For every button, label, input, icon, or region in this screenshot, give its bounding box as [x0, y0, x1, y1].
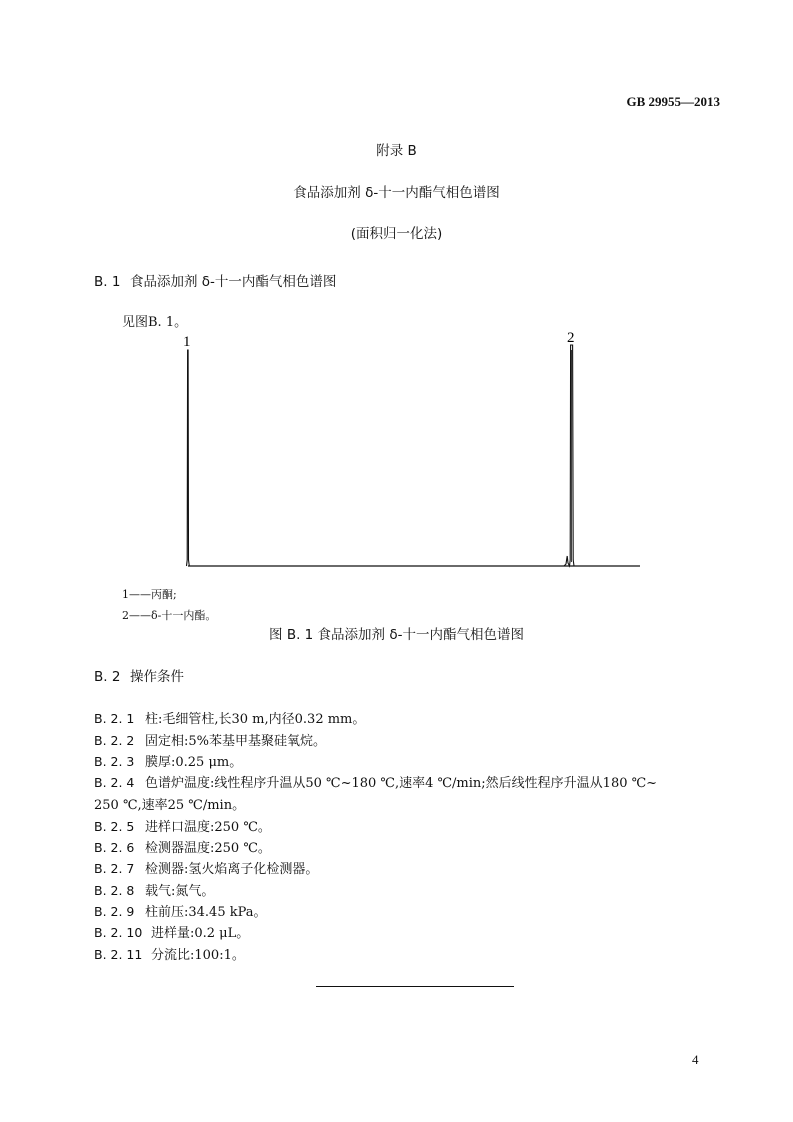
see-figure-text: 见图B. 1。 [122, 315, 188, 330]
condition-item [94, 944, 245, 963]
item-number: B. 2. 4 [94, 775, 135, 790]
condition-item-continuation: 250 ℃,速率25 ℃/min。 [94, 798, 246, 813]
item-number: B. 2. 6 [94, 840, 135, 855]
item-number: B. 2. 7 [94, 861, 135, 876]
appendix-subtitle: (面积归一化法) [350, 226, 443, 242]
item-text: 色谱炉温度:线性程序升温从50 ℃~180 ℃,速率4 ℃/min;然后线性程序升温从180 ℃~ [145, 776, 658, 791]
item-text: 载气:氮气。 [145, 884, 215, 899]
item-text: 检测器温度:250 ℃。 [145, 841, 271, 856]
item-number: B. 2. 8 [94, 883, 135, 898]
legend-item-1: 1——丙酮; [122, 588, 177, 601]
section-title: 操作条件 [130, 669, 184, 685]
condition-item [94, 751, 242, 770]
condition-item [94, 901, 267, 920]
item-number: B. 2. 2 [94, 733, 135, 748]
item-number: B. 2. 1 [94, 711, 135, 726]
condition-item [94, 708, 365, 727]
page-number: 4 [692, 1052, 699, 1067]
condition-item [94, 772, 657, 791]
condition-item [94, 730, 326, 749]
item-text: 进样口温度:250 ℃。 [145, 820, 271, 835]
peak-label-1: 1 [183, 334, 191, 350]
legend-item-2: 2——δ-十一内酯。 [122, 609, 217, 622]
peak-2 [564, 345, 640, 566]
item-number: B. 2. 5 [94, 819, 135, 834]
appendix-label: 附录 B [376, 143, 417, 159]
condition-item [94, 922, 249, 941]
condition-item [94, 858, 318, 877]
end-of-document-rule [316, 986, 514, 987]
section-title: 食品添加剂 δ-十一内酯气相色谱图 [130, 274, 337, 290]
item-text: 柱前压:34.45 kPa。 [145, 905, 267, 920]
condition-item [94, 880, 214, 899]
item-text: 检测器:氢火焰离子化检测器。 [145, 862, 319, 877]
peak-label-2: 2 [567, 330, 575, 346]
peak-1 [187, 350, 190, 566]
section-b2-heading [94, 665, 184, 685]
item-number: B. 2. 3 [94, 754, 135, 769]
item-number: B. 2. 9 [94, 904, 135, 919]
condition-item [94, 837, 271, 856]
item-text: 固定相:5%苯基甲基聚硅氧烷。 [145, 734, 327, 749]
appendix-title: 食品添加剂 δ-十一内酯气相色谱图 [293, 185, 500, 201]
item-text: 柱:毛细管柱,长30 m,内径0.32 mm。 [145, 712, 366, 727]
item-text: 进样量:0.2 μL。 [151, 926, 250, 941]
section-number: B. 2 [94, 669, 121, 685]
figure-caption: 图 B. 1 食品添加剂 δ-十一内酯气相色谱图 [269, 627, 524, 643]
item-number: B. 2. 10 [94, 925, 143, 940]
section-number: B. 1 [94, 274, 121, 290]
standard-number: GB 29955—2013 [626, 94, 720, 109]
item-text: 膜厚:0.25 μm。 [145, 755, 243, 770]
item-text: 分流比:100:1。 [151, 948, 245, 963]
item-number: B. 2. 11 [94, 947, 143, 962]
condition-item [94, 816, 271, 835]
